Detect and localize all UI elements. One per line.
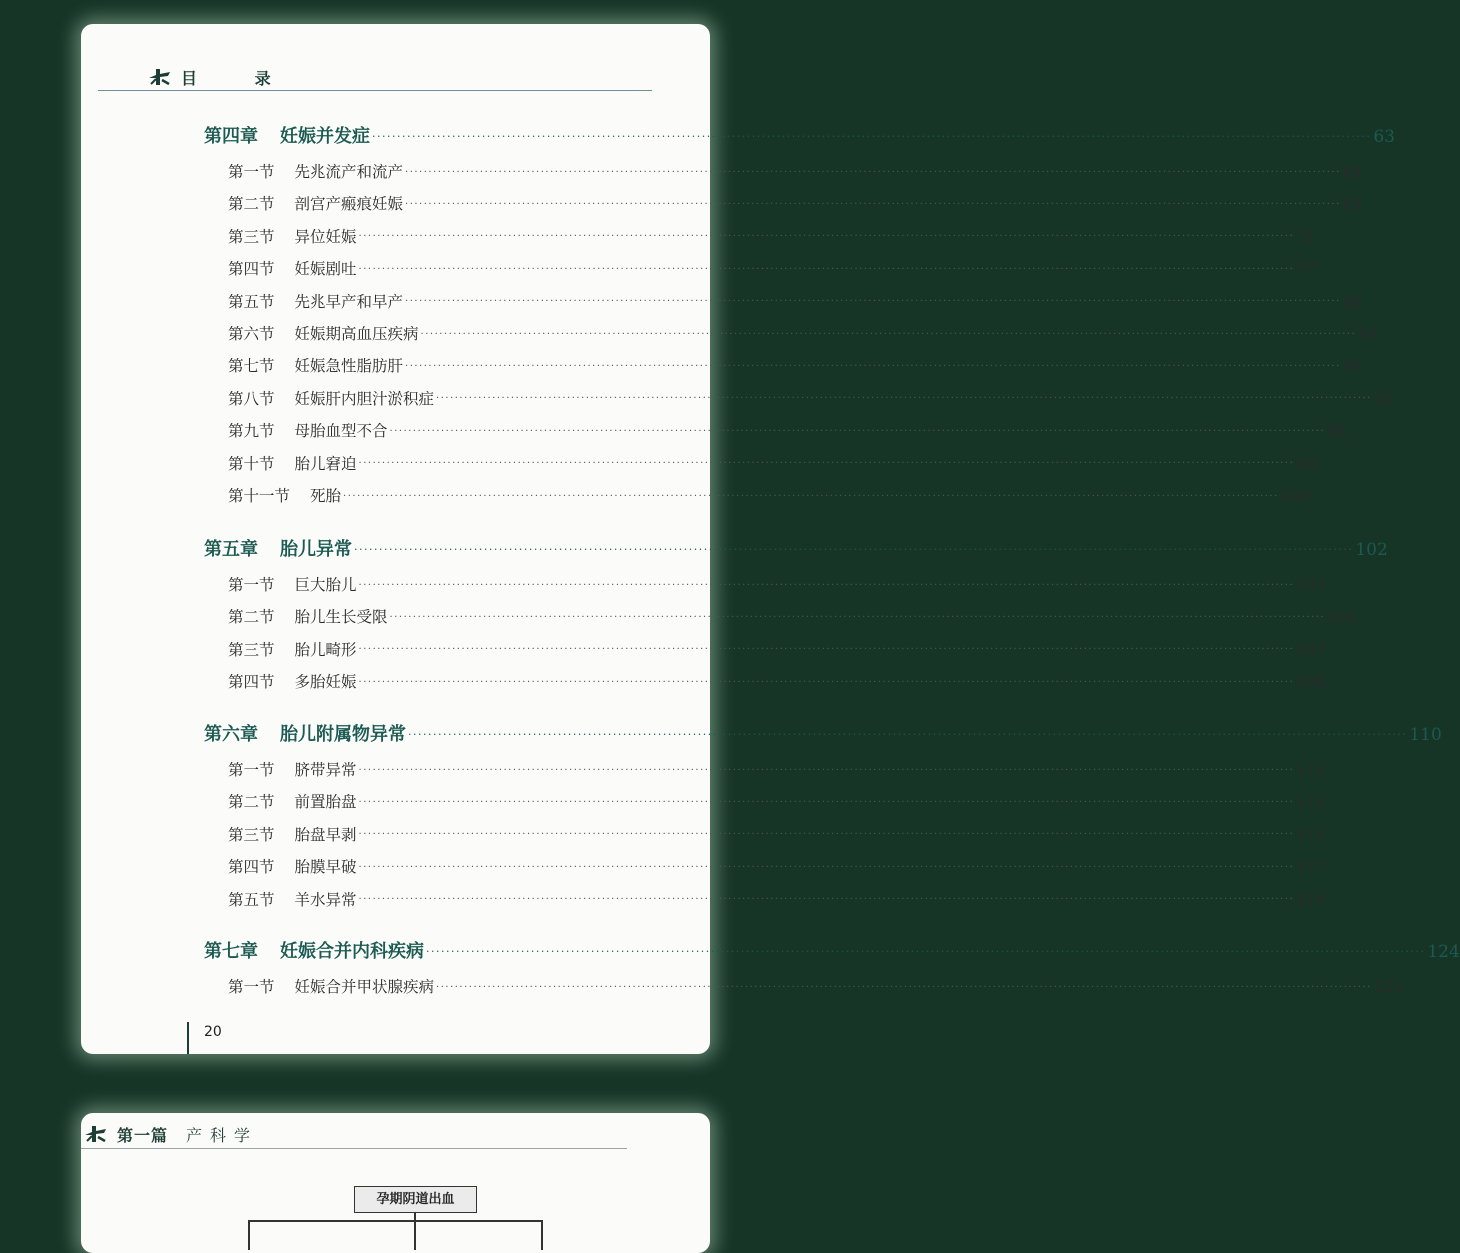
- toc-section[interactable]: [228, 888, 1325, 910]
- subject-label: 产科学: [186, 1125, 259, 1145]
- toc-chapter[interactable]: [204, 122, 1395, 148]
- toc-section[interactable]: [228, 257, 1316, 279]
- toc-section[interactable]: [228, 638, 1325, 660]
- section-number: 第一节: [228, 576, 275, 594]
- section-title: 羊水异常: [294, 890, 357, 909]
- dot-leader: ········································································································································································································: [358, 764, 1295, 776]
- section-page-number: 90: [1342, 357, 1362, 376]
- dot-leader: ········································································································································································································: [405, 360, 1341, 372]
- section-number: 第十节: [228, 454, 275, 473]
- section-title: 妊娠合并甲状腺疾病: [294, 978, 435, 996]
- section-number: 第七节: [228, 357, 275, 376]
- chapter-number: 第五章: [204, 539, 258, 560]
- section-title: 胎儿生长受限: [294, 608, 388, 627]
- toc-section[interactable]: [228, 225, 1316, 247]
- dot-leader: ········································································································································································································: [436, 393, 1372, 405]
- part-header: [81, 1121, 258, 1147]
- section-page-number: 125: [1373, 978, 1403, 996]
- section-title: 先兆早产和早产: [294, 292, 404, 311]
- dot-leader: ········································································································································································································: [358, 644, 1295, 656]
- dot-leader: ········································································································································································································: [358, 263, 1295, 275]
- page-number: 20: [204, 1024, 222, 1040]
- section-page-number: 69: [1342, 195, 1362, 214]
- chapter-page-number: 63: [1373, 127, 1395, 147]
- toc-section[interactable]: [228, 670, 1325, 692]
- toc-section[interactable]: [228, 419, 1347, 441]
- section-number: 第十一节: [228, 487, 291, 505]
- section-number: 第四节: [228, 260, 275, 279]
- toc-section[interactable]: [228, 790, 1325, 812]
- section-number: 第二节: [228, 195, 275, 214]
- toc-chapter[interactable]: [204, 937, 1460, 963]
- chapter-title: 妊娠合并内科疾病: [280, 941, 424, 962]
- dot-leader: ········································································································································································································: [343, 490, 1279, 502]
- toc-section[interactable]: [228, 484, 1310, 506]
- section-title: 脐带异常: [294, 761, 357, 779]
- section-title: 先兆流产和流产: [294, 163, 404, 181]
- chapter-title: 胎儿异常: [280, 539, 352, 560]
- next-page-preview: [81, 1113, 710, 1253]
- dot-leader: ········································································································································································································: [436, 981, 1372, 993]
- chapter-page-number: 124: [1427, 942, 1460, 962]
- section-number: 第五节: [228, 890, 275, 909]
- dot-leader: ········································································································································································································: [358, 458, 1295, 470]
- section-title: 剖宫产瘢痕妊娠: [294, 195, 404, 214]
- section-number: 第四节: [228, 673, 275, 692]
- dot-leader: ········································································································································································································: [420, 328, 1357, 340]
- section-page-number: 103: [1296, 576, 1325, 594]
- section-page-number: 119: [1296, 890, 1325, 909]
- section-page-number: 71: [1296, 227, 1316, 246]
- toc-section[interactable]: [228, 855, 1325, 877]
- chapter-number: 第七章: [204, 941, 258, 962]
- dot-leader: ········································································································································································································: [372, 129, 1372, 143]
- header-rule: [98, 90, 652, 91]
- section-title: 妊娠剧吐: [294, 260, 357, 279]
- section-title: 母胎血型不合: [294, 422, 388, 441]
- chapter-title: 妊娠并发症: [280, 126, 370, 147]
- section-title: 胎儿畸形: [294, 640, 357, 659]
- dot-leader: ········································································································································································································: [358, 894, 1295, 906]
- dot-leader: ········································································································································································································: [358, 579, 1295, 591]
- section-number: 第九节: [228, 422, 275, 441]
- dot-leader: ········································································································································································································: [405, 166, 1341, 178]
- dot-leader: ········································································································································································································: [389, 425, 1326, 437]
- footer-bar: [187, 1022, 189, 1054]
- flowchart-root-box: 孕期阴道出血: [354, 1186, 477, 1213]
- section-title: 异位妊娠: [294, 227, 357, 246]
- toc-section[interactable]: [228, 322, 1378, 344]
- chapter-number: 第四章: [204, 126, 258, 147]
- part-label: 第一篇: [117, 1125, 169, 1145]
- section-page-number: 104: [1327, 608, 1356, 627]
- section-page-number: 98: [1296, 454, 1316, 473]
- section-number: 第一节: [228, 761, 275, 779]
- book-logo-icon: [83, 1123, 109, 1145]
- toc-section[interactable]: [228, 290, 1362, 312]
- toc-section[interactable]: [228, 452, 1316, 474]
- section-page-number: 84: [1358, 325, 1378, 343]
- toc-section[interactable]: [228, 192, 1362, 214]
- header-rule: [81, 1148, 627, 1149]
- dot-leader: ········································································································································································································: [408, 727, 1408, 741]
- flowchart-connector: [414, 1220, 416, 1250]
- section-page-number: 117: [1296, 858, 1325, 877]
- toc-section[interactable]: [228, 573, 1325, 595]
- section-page-number: 115: [1296, 825, 1325, 844]
- section-title: 前置胎盘: [294, 793, 357, 812]
- section-title: 死胎: [310, 487, 342, 505]
- section-number: 第三节: [228, 227, 275, 246]
- dot-leader: ········································································································································································································: [358, 796, 1295, 808]
- chapter-page-number: 102: [1355, 540, 1388, 560]
- dot-leader: ········································································································································································································: [354, 542, 1354, 556]
- section-number: 第四节: [228, 858, 275, 877]
- chapter-number: 第六章: [204, 724, 258, 745]
- chapter-title: 胎儿附属物异常: [280, 724, 406, 745]
- section-page-number: 80: [1342, 292, 1362, 311]
- toc-section[interactable]: [228, 605, 1356, 627]
- toc-section[interactable]: [228, 387, 1393, 409]
- flowchart-connector: [248, 1220, 250, 1250]
- toc-section[interactable]: [228, 823, 1325, 845]
- section-title: 妊娠肝内胆汁淤积症: [294, 389, 435, 408]
- section-title: 胎膜早破: [294, 858, 357, 877]
- dot-leader: ········································································································································································································: [405, 198, 1341, 210]
- section-page-number: 111: [1296, 761, 1325, 779]
- book-logo-icon: [147, 66, 173, 88]
- toc-section[interactable]: [228, 975, 1403, 997]
- toc-chapter[interactable]: [204, 720, 1442, 746]
- dot-leader: ········································································································································································································: [358, 676, 1295, 688]
- section-page-number: 107: [1296, 640, 1325, 659]
- flowchart-branch-line: [248, 1220, 542, 1222]
- section-number: 第二节: [228, 793, 275, 812]
- dot-leader: ········································································································································································································: [389, 611, 1326, 623]
- section-number: 第一节: [228, 978, 275, 996]
- section-number: 第五节: [228, 292, 275, 311]
- page-header: [147, 64, 297, 90]
- section-page-number: 100: [1280, 487, 1310, 505]
- section-title: 妊娠急性脂肪肝: [294, 357, 404, 376]
- section-page-number: 77: [1296, 260, 1316, 279]
- section-page-number: 95: [1327, 422, 1347, 441]
- page-title: 目 录: [181, 68, 297, 88]
- chapter-page-number: 110: [1409, 725, 1442, 745]
- toc-section[interactable]: [228, 160, 1362, 182]
- toc-page: [81, 24, 1460, 1054]
- dot-leader: ········································································································································································································: [405, 296, 1341, 308]
- section-number: 第二节: [228, 608, 275, 627]
- toc-chapter[interactable]: [204, 535, 1388, 561]
- section-number: 第三节: [228, 825, 275, 844]
- section-page-number: 64: [1342, 163, 1362, 181]
- toc-section[interactable]: [228, 354, 1362, 376]
- flowchart-connector: [541, 1220, 543, 1250]
- dot-leader: ········································································································································································································: [426, 944, 1426, 958]
- section-title: 妊娠期高血压疾病: [294, 325, 419, 343]
- section-number: 第一节: [228, 163, 275, 181]
- section-page-number: 108: [1296, 673, 1325, 692]
- section-title: 胎儿窘迫: [294, 454, 357, 473]
- section-title: 胎盘早剥: [294, 825, 357, 844]
- dot-leader: ········································································································································································································: [358, 861, 1295, 873]
- dot-leader: ········································································································································································································: [358, 829, 1295, 841]
- section-number: 第八节: [228, 389, 275, 408]
- toc-section[interactable]: [228, 758, 1325, 780]
- dot-leader: ········································································································································································································: [358, 231, 1295, 243]
- section-number: 第三节: [228, 640, 275, 659]
- section-number: 第六节: [228, 325, 275, 343]
- section-title: 巨大胎儿: [294, 576, 357, 594]
- section-page-number: 93: [1373, 389, 1393, 408]
- section-title: 多胎妊娠: [294, 673, 357, 692]
- section-page-number: 113: [1296, 793, 1325, 812]
